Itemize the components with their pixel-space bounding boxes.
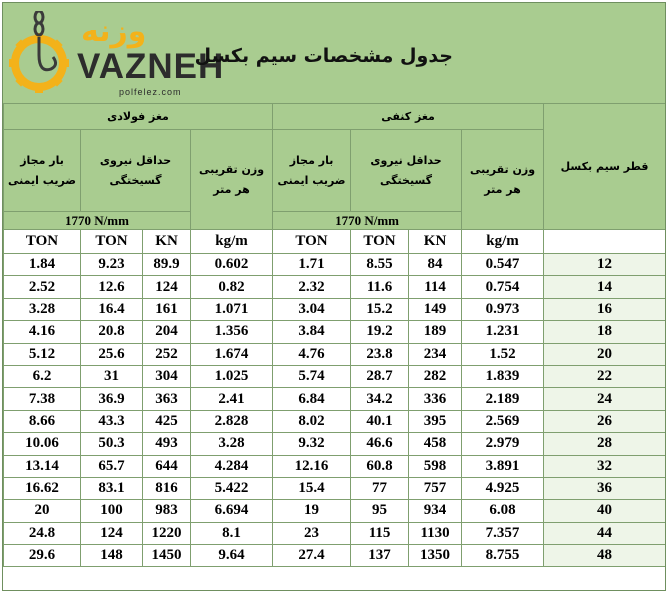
value-cell: 24.8 <box>4 522 81 544</box>
value-cell: 46.6 <box>351 433 409 455</box>
value-cell: 6.694 <box>191 500 273 522</box>
value-cell: 493 <box>143 433 191 455</box>
unit-cell: TON <box>81 230 143 254</box>
value-cell: 0.754 <box>462 276 544 298</box>
value-cell: 20.8 <box>81 321 143 343</box>
value-cell: 1.839 <box>462 365 544 387</box>
value-cell: 1.071 <box>191 298 273 320</box>
value-cell: 189 <box>409 321 462 343</box>
value-cell: 644 <box>143 455 191 477</box>
value-cell: 5.422 <box>191 477 273 499</box>
value-cell: 8.66 <box>4 410 81 432</box>
diameter-cell: 14 <box>544 276 666 298</box>
value-cell: 9.64 <box>191 545 273 567</box>
unit-cell: kg/m <box>191 230 273 254</box>
value-cell: 4.925 <box>462 477 544 499</box>
value-cell: 6.84 <box>273 388 351 410</box>
value-cell: 20 <box>4 500 81 522</box>
value-cell: 2.32 <box>273 276 351 298</box>
value-cell: 2.828 <box>191 410 273 432</box>
value-cell: 204 <box>143 321 191 343</box>
value-cell: 3.28 <box>191 433 273 455</box>
unit-cell: TON <box>351 230 409 254</box>
value-cell: 336 <box>409 388 462 410</box>
value-cell: 1130 <box>409 522 462 544</box>
table-body <box>4 254 666 567</box>
table-row <box>4 321 666 343</box>
value-cell: 3.28 <box>4 298 81 320</box>
value-cell: 16.4 <box>81 298 143 320</box>
table-row <box>4 298 666 320</box>
value-cell: 2.189 <box>462 388 544 410</box>
value-cell: 31 <box>81 365 143 387</box>
value-cell: 1.84 <box>4 254 81 276</box>
table-row <box>4 388 666 410</box>
table-row <box>4 433 666 455</box>
table-row <box>4 254 666 276</box>
table-row <box>4 276 666 298</box>
value-cell: 6.08 <box>462 500 544 522</box>
value-cell: 23.8 <box>351 343 409 365</box>
value-cell: 149 <box>409 298 462 320</box>
header-load-fiber: بار مجاز ضریب ایمنی <box>273 130 351 212</box>
table-row <box>4 522 666 544</box>
unit-cell: TON <box>273 230 351 254</box>
value-cell: 8.755 <box>462 545 544 567</box>
logo-url-text: polfelez.com <box>119 87 182 97</box>
value-cell: 1.231 <box>462 321 544 343</box>
value-cell: 8.55 <box>351 254 409 276</box>
diameter-cell: 48 <box>544 545 666 567</box>
value-cell: 598 <box>409 455 462 477</box>
value-cell: 7.38 <box>4 388 81 410</box>
value-cell: 29.6 <box>4 545 81 567</box>
value-cell: 65.7 <box>81 455 143 477</box>
value-cell: 1220 <box>143 522 191 544</box>
diameter-cell: 32 <box>544 455 666 477</box>
value-cell: 15.4 <box>273 477 351 499</box>
value-cell: 16.62 <box>4 477 81 499</box>
value-cell: 60.8 <box>351 455 409 477</box>
value-cell: 5.12 <box>4 343 81 365</box>
value-cell: 19 <box>273 500 351 522</box>
value-cell: 36.9 <box>81 388 143 410</box>
header-diameter: قطر سیم بکسل <box>544 104 666 230</box>
table-row <box>4 545 666 567</box>
value-cell: 25.6 <box>81 343 143 365</box>
value-cell: 2.569 <box>462 410 544 432</box>
value-cell: 115 <box>351 522 409 544</box>
value-cell: 3.891 <box>462 455 544 477</box>
gear-hook-icon <box>9 11 79 97</box>
table-row <box>4 410 666 432</box>
value-cell: 23 <box>273 522 351 544</box>
value-cell: 13.14 <box>4 455 81 477</box>
value-cell: 1.52 <box>462 343 544 365</box>
diameter-cell: 18 <box>544 321 666 343</box>
value-cell: 0.973 <box>462 298 544 320</box>
value-cell: 1350 <box>409 545 462 567</box>
value-cell: 100 <box>81 500 143 522</box>
value-cell: 9.23 <box>81 254 143 276</box>
value-cell: 5.74 <box>273 365 351 387</box>
value-cell: 124 <box>143 276 191 298</box>
diameter-cell: 12 <box>544 254 666 276</box>
value-cell: 2.979 <box>462 433 544 455</box>
table-row <box>4 500 666 522</box>
value-cell: 1.71 <box>273 254 351 276</box>
value-cell: 19.2 <box>351 321 409 343</box>
header-weight-fiber: وزن تقریبی هر متر <box>462 130 544 230</box>
value-cell: 43.3 <box>81 410 143 432</box>
value-cell: 12.6 <box>81 276 143 298</box>
unit-cell: TON <box>4 230 81 254</box>
value-cell: 83.1 <box>81 477 143 499</box>
vazneh-logo <box>9 11 225 97</box>
value-cell: 1450 <box>143 545 191 567</box>
value-cell: 40.1 <box>351 410 409 432</box>
value-cell: 2.52 <box>4 276 81 298</box>
value-cell: 1.356 <box>191 321 273 343</box>
value-cell: 983 <box>143 500 191 522</box>
value-cell: 234 <box>409 343 462 365</box>
value-cell: 425 <box>143 410 191 432</box>
value-cell: 50.3 <box>81 433 143 455</box>
diameter-cell: 26 <box>544 410 666 432</box>
value-cell: 34.2 <box>351 388 409 410</box>
value-cell: 137 <box>351 545 409 567</box>
value-cell: 11.6 <box>351 276 409 298</box>
value-cell: 282 <box>409 365 462 387</box>
value-cell: 757 <box>409 477 462 499</box>
value-cell: 8.02 <box>273 410 351 432</box>
header-weight-steel: وزن تقریبی هر متر <box>191 130 273 230</box>
value-cell: 0.602 <box>191 254 273 276</box>
diameter-cell: 36 <box>544 477 666 499</box>
spec-sheet <box>2 2 666 591</box>
unit-cell: kg/m <box>462 230 544 254</box>
diameter-cell: 22 <box>544 365 666 387</box>
logo-latin-text: VAZNEH <box>77 47 225 86</box>
value-cell: 1.674 <box>191 343 273 365</box>
force-steel: 1770 N/mm <box>4 212 191 230</box>
diameter-cell: 40 <box>544 500 666 522</box>
group-steel-core: مغز فولادی <box>4 104 273 130</box>
unit-cell: KN <box>409 230 462 254</box>
value-cell: 395 <box>409 410 462 432</box>
diameter-cell: 24 <box>544 388 666 410</box>
unit-blank <box>544 230 666 254</box>
table-row <box>4 477 666 499</box>
value-cell: 161 <box>143 298 191 320</box>
page-title: جدول مشخصات سیم بکسل <box>194 45 453 67</box>
value-cell: 0.82 <box>191 276 273 298</box>
title-bar <box>3 3 665 104</box>
value-cell: 363 <box>143 388 191 410</box>
value-cell: 3.04 <box>273 298 351 320</box>
header-load-steel: بار مجاز ضریب ایمنی <box>4 130 81 212</box>
wire-rope-spec-table <box>3 103 666 567</box>
logo-persian-text: وزنه <box>81 14 147 49</box>
value-cell: 304 <box>143 365 191 387</box>
value-cell: 252 <box>143 343 191 365</box>
value-cell: 10.06 <box>4 433 81 455</box>
value-cell: 7.357 <box>462 522 544 544</box>
value-cell: 1.025 <box>191 365 273 387</box>
value-cell: 816 <box>143 477 191 499</box>
table-row <box>4 455 666 477</box>
value-cell: 114 <box>409 276 462 298</box>
value-cell: 12.16 <box>273 455 351 477</box>
value-cell: 458 <box>409 433 462 455</box>
value-cell: 84 <box>409 254 462 276</box>
value-cell: 8.1 <box>191 522 273 544</box>
value-cell: 124 <box>81 522 143 544</box>
header-break-steel: حداقل نیروی گسیختگی <box>81 130 191 212</box>
diameter-cell: 16 <box>544 298 666 320</box>
value-cell: 4.284 <box>191 455 273 477</box>
force-fiber: 1770 N/mm <box>273 212 462 230</box>
value-cell: 27.4 <box>273 545 351 567</box>
value-cell: 4.16 <box>4 321 81 343</box>
value-cell: 4.76 <box>273 343 351 365</box>
unit-cell: KN <box>143 230 191 254</box>
table-row <box>4 365 666 387</box>
value-cell: 9.32 <box>273 433 351 455</box>
value-cell: 15.2 <box>351 298 409 320</box>
group-fiber-core: مغز کنفی <box>273 104 544 130</box>
value-cell: 0.547 <box>462 254 544 276</box>
value-cell: 6.2 <box>4 365 81 387</box>
diameter-cell: 28 <box>544 433 666 455</box>
value-cell: 95 <box>351 500 409 522</box>
diameter-cell: 44 <box>544 522 666 544</box>
diameter-cell: 20 <box>544 343 666 365</box>
value-cell: 934 <box>409 500 462 522</box>
table-row <box>4 343 666 365</box>
value-cell: 28.7 <box>351 365 409 387</box>
value-cell: 89.9 <box>143 254 191 276</box>
value-cell: 148 <box>81 545 143 567</box>
value-cell: 3.84 <box>273 321 351 343</box>
value-cell: 2.41 <box>191 388 273 410</box>
value-cell: 77 <box>351 477 409 499</box>
header-break-fiber: حداقل نیروی گسیختگی <box>351 130 462 212</box>
